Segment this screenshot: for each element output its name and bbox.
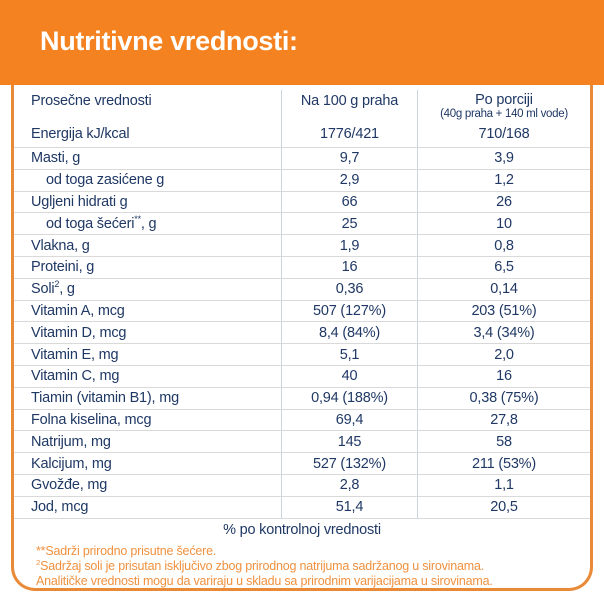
per-portion-subtitle: (40g praha + 140 ml vode) bbox=[440, 108, 568, 120]
row-label: Natrijum, mg bbox=[31, 433, 111, 450]
header-col-averages: Prosečne vrednosti bbox=[31, 93, 152, 109]
table-row bbox=[14, 257, 590, 279]
row-label: od toga zasićene g bbox=[46, 172, 165, 189]
value-per-100g: 9,7 bbox=[281, 148, 417, 169]
value-per-100g: 5,1 bbox=[281, 344, 417, 365]
row-label: Kalcijum, mg bbox=[31, 455, 112, 472]
table-row bbox=[14, 388, 590, 410]
row-label: Vitamin D, mcg bbox=[31, 324, 127, 341]
value-per-100g: 16 bbox=[281, 257, 417, 278]
value-per-portion: 58 bbox=[417, 431, 590, 452]
table-row bbox=[14, 301, 590, 323]
value-per-100g: 0,36 bbox=[281, 279, 417, 300]
value-per-portion: 3,9 bbox=[417, 148, 590, 169]
card-header bbox=[0, 0, 604, 85]
value-per-portion: 203 (51%) bbox=[417, 301, 590, 322]
footnote-line: Analitičke vrednosti mogu da variraju u skladu sa prirodnim varijacijama u sirovinama. bbox=[36, 573, 493, 588]
value-per-100g: 51,4 bbox=[281, 497, 417, 518]
table-row bbox=[14, 213, 590, 235]
value-per-100g: 507 (127%) bbox=[281, 301, 417, 322]
value-per-100g: 145 bbox=[281, 431, 417, 452]
row-label: Gvožđe, mg bbox=[31, 477, 108, 494]
table-row bbox=[14, 192, 590, 214]
value-per-100g: 69,4 bbox=[281, 410, 417, 431]
table-row bbox=[14, 453, 590, 475]
header-col-per-100g: Na 100 g praha bbox=[281, 90, 417, 121]
table-row bbox=[14, 235, 590, 257]
value-per-100g: 40 bbox=[281, 366, 417, 387]
row-label: Tiamin (vitamin B1), mg bbox=[31, 390, 179, 407]
table-row bbox=[14, 170, 590, 192]
value-per-100g: 2,9 bbox=[281, 170, 417, 191]
value-per-portion: 26 bbox=[417, 192, 590, 213]
value-per-portion: 0,38 (75%) bbox=[417, 388, 590, 409]
value-per-portion: 0,14 bbox=[417, 279, 590, 300]
row-label: Energija kJ/kcal bbox=[31, 126, 130, 142]
table-row bbox=[14, 279, 590, 301]
footnote-line: $^2$Sadržaj soli je prisutan isključivo zbog prirodnog natrijuma sadržanog u sirovinama. bbox=[36, 557, 484, 573]
value-per-portion: 6,5 bbox=[417, 257, 590, 278]
table-row bbox=[14, 497, 590, 519]
value-per-100g: 1776/421 bbox=[281, 121, 417, 147]
value-per-portion: 20,5 bbox=[417, 497, 590, 518]
table-row bbox=[14, 322, 590, 344]
value-per-portion: 1,2 bbox=[417, 170, 590, 191]
value-per-100g: 0,94 (188%) bbox=[281, 388, 417, 409]
nutrition-table bbox=[14, 90, 590, 541]
row-label: Proteini, g bbox=[31, 259, 95, 276]
row-label: Vitamin E, mg bbox=[31, 346, 119, 363]
header-col-per-portion bbox=[417, 90, 590, 121]
per-portion-title: Po porciji bbox=[475, 92, 533, 108]
value-per-portion: 0,8 bbox=[417, 235, 590, 256]
value-per-portion: 27,8 bbox=[417, 410, 590, 431]
row-label: Jod, mcg bbox=[31, 499, 89, 516]
value-per-portion: 10 bbox=[417, 213, 590, 234]
value-per-portion: 3,4 (34%) bbox=[417, 322, 590, 343]
value-per-100g: 8,4 (84%) bbox=[281, 322, 417, 343]
row-label: Ugljeni hidrati g bbox=[31, 193, 128, 210]
value-per-portion: 1,1 bbox=[417, 475, 590, 496]
table-row bbox=[14, 410, 590, 432]
table-row bbox=[14, 148, 590, 170]
footnote-line: **Sadrži prirodno prisutne šećere. bbox=[36, 543, 217, 558]
table-row bbox=[14, 121, 590, 148]
footnotes bbox=[36, 544, 590, 589]
row-label: Masti, g bbox=[31, 150, 81, 167]
table-row bbox=[14, 344, 590, 366]
row-label: Vlakna, g bbox=[31, 237, 90, 254]
row-label: Folna kiselina, mcg bbox=[31, 411, 152, 428]
table-row bbox=[14, 431, 590, 453]
card-title: Nutritivne vrednosti: bbox=[40, 26, 298, 56]
table-footer-note: % po kontrolnoj vrednosti bbox=[223, 521, 381, 538]
row-label: Vitamin A, mcg bbox=[31, 302, 125, 319]
value-per-100g: 1,9 bbox=[281, 235, 417, 256]
row-label: Soli$^2$, g bbox=[31, 279, 75, 298]
value-per-100g: 25 bbox=[281, 213, 417, 234]
value-per-100g: 527 (132%) bbox=[281, 453, 417, 474]
value-per-100g: 2,8 bbox=[281, 475, 417, 496]
nutrition-panel bbox=[11, 85, 593, 591]
table-body bbox=[14, 121, 590, 519]
row-label: od toga šećeri**, g bbox=[46, 213, 157, 232]
table-row bbox=[14, 366, 590, 388]
value-per-100g: 66 bbox=[281, 192, 417, 213]
value-per-portion: 211 (53%) bbox=[417, 453, 590, 474]
row-label: Vitamin C, mg bbox=[31, 368, 120, 385]
table-header-row bbox=[14, 90, 590, 121]
value-per-portion: 2,0 bbox=[417, 344, 590, 365]
table-row bbox=[14, 475, 590, 497]
value-per-portion: 16 bbox=[417, 366, 590, 387]
value-per-portion: 710/168 bbox=[417, 121, 590, 147]
